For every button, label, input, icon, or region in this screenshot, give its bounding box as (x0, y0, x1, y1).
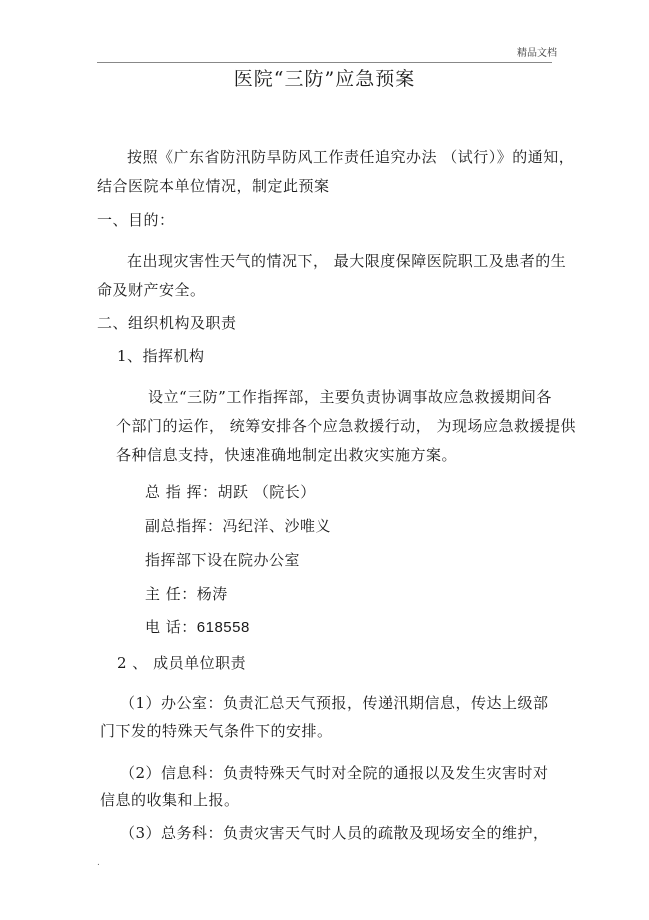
phone-line (145, 616, 250, 637)
duty-item-2-line-1: （2）信息科：负责特殊天气时对全院的通报以及发生灾害时对 (120, 764, 549, 782)
phone-label: 电 话： (145, 618, 197, 636)
duty-item-1-line-1: （1）办公室：负责汇总天气预报，传递汛期信息，传达上级部 (120, 694, 549, 712)
command-line-1: 设立“三防”工作指挥部，主要负责协调事故应急救援期间各 (148, 388, 552, 406)
phone-number: 618558 (196, 619, 250, 636)
section-heading-organization: 二、组织机构及职责 (97, 314, 237, 332)
command-line-2: 个部门的运作， 统筹安排各个应急救援行动， 为现场应急救援提供 (116, 417, 577, 435)
purpose-line-1: 在出现灾害性天气的情况下， 最大限度保障医院职工及患者的生 (127, 252, 567, 270)
duty-item-1-line-2: 门下发的特殊天气条件下的安排。 (100, 722, 333, 740)
office-line: 指挥部下设在院办公室 (145, 551, 301, 569)
duty-item-2-line-2: 信息的收集和上报。 (100, 791, 240, 809)
director-line: 主 任：杨涛 (145, 585, 228, 603)
purpose-line-2: 命及财产安全。 (97, 281, 206, 299)
intro-line-2: 结合医院本单位情况，制定此预案 (97, 177, 330, 195)
document-title: 医院“三防”应急预案 (233, 68, 416, 90)
subsection-heading-members: 2 、 成员单位职责 (117, 654, 247, 672)
deputy-line: 副总指挥：冯纪洋、沙唯义 (145, 517, 332, 535)
section-heading-purpose: 一、目的： (97, 211, 175, 229)
footer-mark: . (97, 858, 100, 868)
duty-item-3-line-1: （3）总务科：负责灾害天气时人员的疏散及现场安全的维护， (120, 824, 549, 842)
subsection-heading-command: 1、指挥机构 (117, 347, 205, 365)
commander-line: 总 指 挥：胡跃 （院长） (145, 483, 316, 501)
command-line-3: 各种信息支持，快速准确地制定出救灾实施方案。 (116, 446, 458, 464)
header-label: 精品文档 (517, 48, 557, 59)
header-divider (97, 62, 552, 63)
intro-line-1: 按照《广东省防汛防旱防风工作责任追究办法 （试行）》的通知， (127, 148, 575, 166)
